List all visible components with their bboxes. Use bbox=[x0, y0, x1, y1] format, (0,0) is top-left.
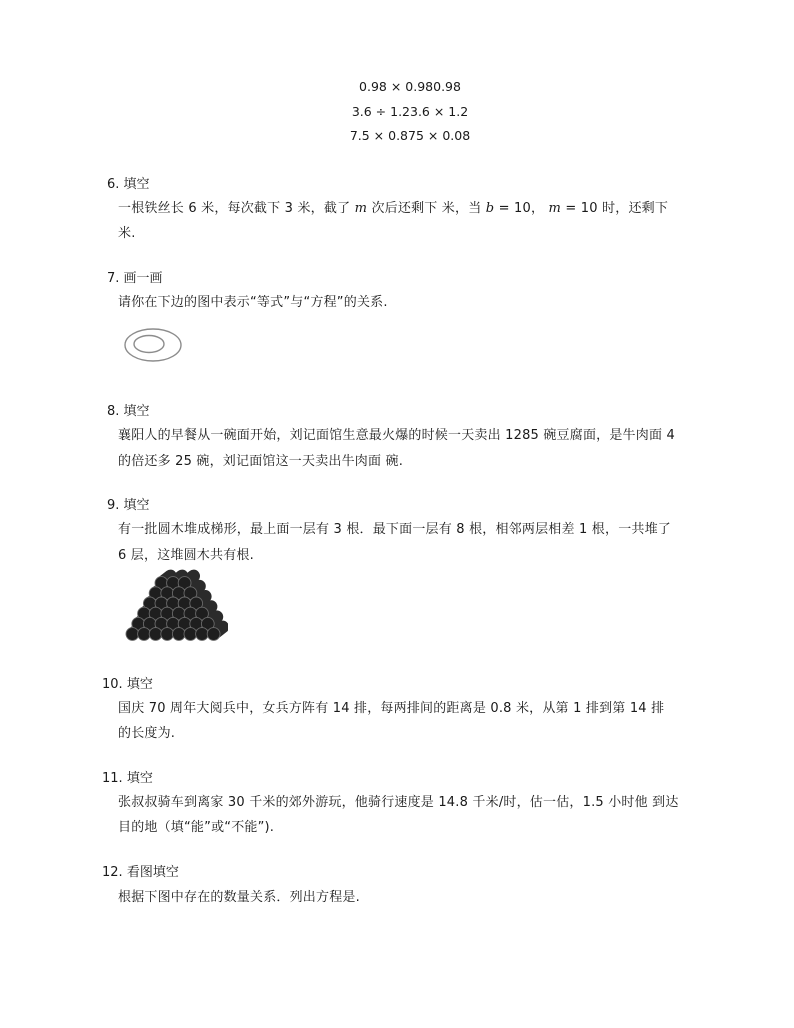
log-end bbox=[138, 628, 151, 641]
question-9-text-line1: 有一批圆木堆成梯形，最上面一层有 3 根．最下面一层有 8 根，相邻两层相差 1 根，一共堆了 bbox=[118, 522, 672, 537]
question-type: 看图填空 bbox=[126, 865, 179, 880]
question-11-text-line1: 张叔叔骑车到离家 30 千米的郊外游玩，他骑行速度是 14.8 千米/时，估一估，1.5 小时他 到达 bbox=[118, 795, 679, 810]
question-7-header bbox=[107, 267, 163, 286]
question-type: 填空 bbox=[126, 677, 153, 692]
inner-ellipse bbox=[134, 336, 164, 353]
equation-3: 7.5 × 0.875 × 0.08 bbox=[349, 128, 471, 143]
variable-b: b bbox=[485, 201, 495, 216]
question-number: 8. bbox=[107, 404, 120, 419]
question-type: 画一画 bbox=[123, 271, 163, 286]
question-number: 12. bbox=[102, 865, 123, 880]
log-end bbox=[184, 628, 197, 641]
question-type: 填空 bbox=[123, 498, 150, 513]
question-8-header bbox=[107, 400, 150, 419]
log-end bbox=[149, 628, 162, 641]
text-segment: 次后还剩下 米，当 bbox=[367, 201, 486, 216]
question-10-text-line1: 国庆 70 周年大阅兵中，女兵方阵有 14 排，每两排间的距离是 0.8 米，从第 1 排到第 14 排 bbox=[118, 701, 665, 716]
question-type: 填空 bbox=[126, 771, 153, 786]
question-12-text-line1: 根据下图中存在的数量关系．列出方程是. bbox=[118, 890, 360, 905]
equation-2: 3.6 ÷ 1.23.6 × 1.2 bbox=[351, 104, 469, 119]
question-11-text-line2: 目的地（填“能”或“不能”). bbox=[118, 820, 275, 835]
question-7-text-line1: 请你在下边的图中表示“等式”与“方程”的关系. bbox=[118, 295, 388, 310]
question-number: 10. bbox=[102, 677, 123, 692]
nested-ellipses-figure bbox=[122, 326, 184, 364]
variable-m: m bbox=[548, 201, 562, 216]
question-number: 9. bbox=[107, 498, 120, 513]
question-type: 填空 bbox=[123, 177, 150, 192]
question-9-text-line2: 6 层，这堆圆木共有根. bbox=[118, 548, 254, 563]
text-segment: = 10， bbox=[494, 201, 549, 216]
question-type: 填空 bbox=[123, 404, 150, 419]
question-10-text-line2: 的长度为. bbox=[118, 726, 176, 741]
log-end bbox=[126, 628, 139, 641]
log-pile-figure bbox=[118, 564, 228, 644]
log-end bbox=[196, 628, 209, 641]
question-8-text-line2: 的倍还多 25 碗，刘记面馆这一天卖出牛肉面 碗. bbox=[118, 454, 404, 469]
question-10-header bbox=[102, 673, 153, 692]
variable-m: m bbox=[354, 201, 368, 216]
question-number: 6. bbox=[107, 177, 120, 192]
text-segment: = 10 时，还剩下 bbox=[561, 201, 669, 216]
log-end bbox=[161, 628, 174, 641]
equation-1: 0.98 × 0.980.98 bbox=[359, 79, 461, 94]
question-6-text-line1 bbox=[118, 197, 668, 216]
log-end bbox=[172, 628, 185, 641]
question-number: 11. bbox=[102, 771, 123, 786]
question-6-text-line2: 米. bbox=[118, 226, 136, 241]
question-6-header bbox=[107, 173, 150, 192]
log-end bbox=[207, 628, 220, 641]
text-segment: 一根铁丝长 6 米，每次截下 3 米，截了 bbox=[118, 201, 355, 216]
question-number: 7. bbox=[107, 271, 120, 286]
question-8-text-line1: 襄阳人的早餐从一碗面开始，刘记面馆生意最火爆的时候一天卖出 1285 碗豆腐面，是牛肉面 4 bbox=[118, 428, 675, 443]
question-12-header bbox=[102, 861, 179, 880]
question-11-header bbox=[102, 767, 153, 786]
question-9-header bbox=[107, 494, 150, 513]
